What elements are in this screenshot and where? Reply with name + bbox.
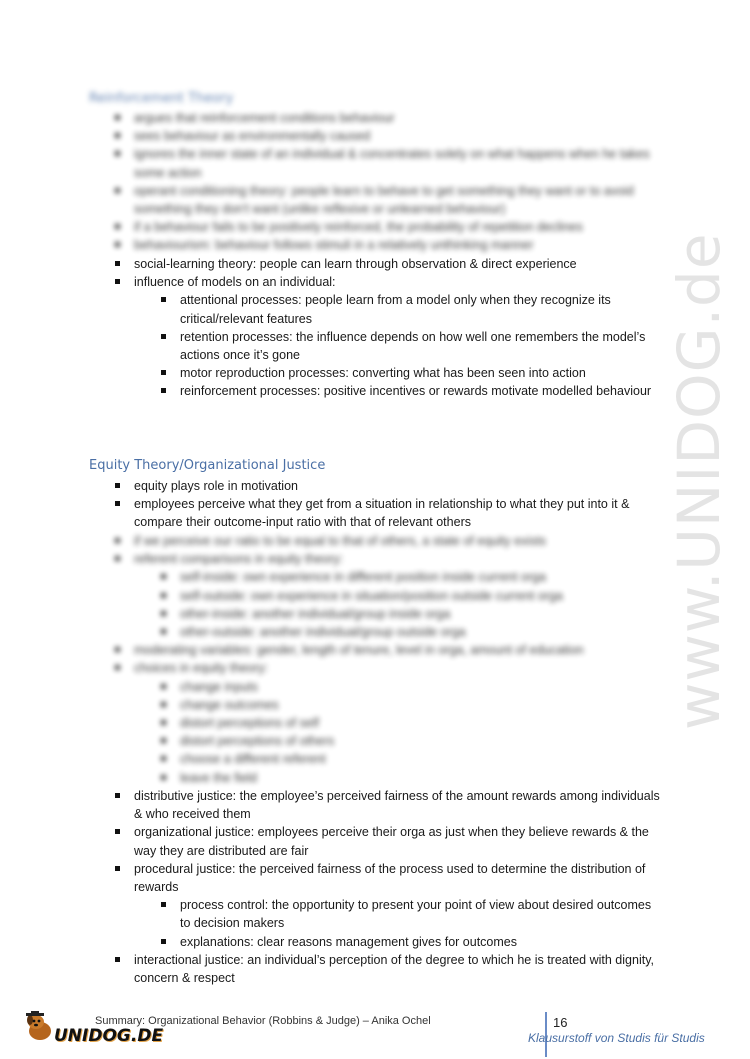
list-item-text: choices in equity theory:	[134, 661, 269, 676]
sub-list-item: motor reproduction processes: converting what has been seen into action	[161, 364, 660, 382]
sub-list-item: retention processes: the influence depends on how well one remembers the model’s actions once it’s gone	[161, 328, 660, 364]
page-number: 16	[553, 1015, 568, 1030]
list-item: employees perceive what they get from a situation in relationship to what they put into it & compare their outcome-input ratio with that of relevant others	[115, 495, 660, 531]
list-item: social-learning theory: people can learn through observation & direct experience	[115, 255, 660, 273]
list-item	[115, 550, 660, 641]
sub-list-item: explanations: clear reasons management gives for outcomes	[161, 933, 660, 951]
sub-list-item: choose a different referent	[161, 750, 660, 768]
footer-tagline: Klausurstoff von Studis für Studis	[528, 1031, 705, 1045]
reinforcement-blurred-list	[115, 109, 660, 255]
section-heading-reinforcement: Reinforcement Theory	[89, 91, 234, 106]
sub-list-item: self-outside: own experience in situation/position outside current orga	[161, 587, 660, 605]
list-item: distributive justice: the employee’s perceived fairness of the amount rewards among individuals & who received them	[115, 787, 660, 823]
watermark-text: www.UNIDOG.de	[665, 232, 733, 730]
list-item: argues that reinforcement conditions behaviour	[115, 109, 660, 127]
logo-text: UNIDOG.DE	[54, 1026, 164, 1046]
list-item	[115, 659, 660, 786]
sub-list	[134, 896, 660, 951]
reinforcement-list	[115, 255, 660, 401]
list-item: equity plays role in motivation	[115, 477, 660, 495]
list-item	[115, 273, 660, 400]
sub-list-item: process control: the opportunity to present your point of view about desired outcomes to decision makers	[161, 896, 660, 932]
list-item: interactional justice: an individual’s perception of the degree to which he is treated with dignity, concern & respect	[115, 951, 660, 987]
list-item: moderating variables: gender, length of tenure, level in orga, amount of education	[115, 641, 660, 659]
list-item: organizational justice: employees perceive their orga as just when they believe rewards & the way they are distributed are fair	[115, 823, 660, 859]
sub-list-item: reinforcement processes: positive incentives or rewards motivate modelled behaviour	[161, 382, 660, 400]
sub-list-item: distort perceptions of self	[161, 714, 660, 732]
sub-list-item: leave the field	[161, 769, 660, 787]
section-heading-equity: Equity Theory/Organizational Justice	[89, 458, 326, 473]
list-item	[115, 860, 660, 951]
sub-list	[134, 291, 660, 400]
equity-list-top	[115, 477, 660, 532]
sub-list-item: self-inside: own experience in different position inside current orga	[161, 568, 660, 586]
sub-list-item: attentional processes: people learn from a model only when they recognize its critical/relevant features	[161, 291, 660, 327]
list-item: if a behaviour fails to be positively reinforced, the probability of repetition declines	[115, 218, 660, 236]
sub-list-item: change outcomes	[161, 696, 660, 714]
sub-list-item: distort perceptions of others	[161, 732, 660, 750]
list-item: if we perceive our ratio to be equal to that of others, a state of equity exists	[115, 532, 660, 550]
equity-list-bottom	[115, 787, 660, 987]
footer-summary: Summary: Organizational Behavior (Robbins & Judge) – Anika Ochel	[95, 1015, 431, 1027]
list-item: ignores the inner state of an individual & concentrates solely on what happens when he takes some action	[115, 145, 660, 181]
equity-blurred-list	[115, 532, 660, 787]
list-item-text: procedural justice: the perceived fairness of the process used to determine the distribution of rewards	[134, 861, 646, 895]
list-item-text: referent comparisons in equity theory:	[134, 552, 344, 567]
list-item: operant conditioning theory: people learn to behave to get something they want or to avoid something they don't want (unlike reflexive or unlearned behaviour)	[115, 182, 660, 218]
sub-list-item: other-outside: another individual/group outside orga	[161, 623, 660, 641]
list-item-text: influence of models on an individual:	[134, 275, 336, 290]
sub-list-item: change inputs	[161, 678, 660, 696]
list-item: behaviourism: behaviour follows stimuli in a relatively unthinking manner	[115, 236, 660, 254]
dog-mascot-icon	[22, 1011, 56, 1043]
sub-list	[134, 678, 660, 787]
sub-list	[134, 568, 660, 641]
list-item: sees behaviour as environmentally caused	[115, 127, 660, 145]
sub-list-item: other-inside: another individual/group inside orga	[161, 605, 660, 623]
